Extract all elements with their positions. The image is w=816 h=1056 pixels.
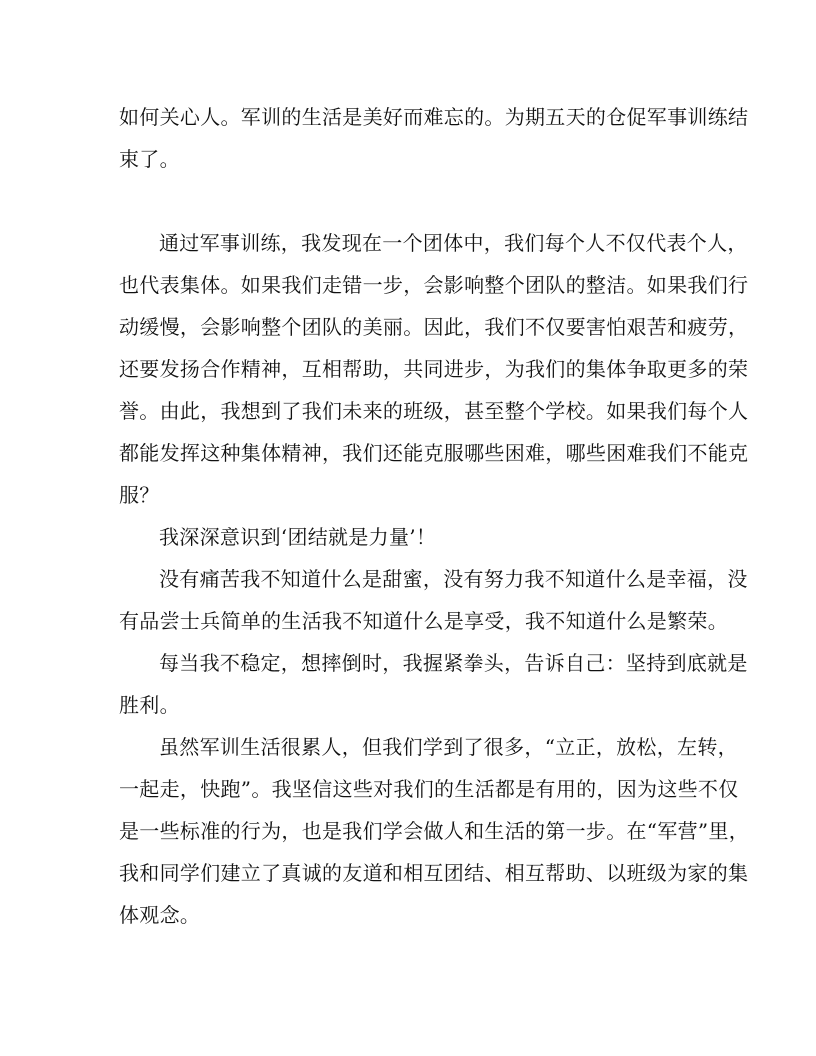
text-line-2: 束了。: [119, 147, 180, 171]
text-line-19: 体观念。: [119, 903, 201, 927]
text-line-7: 誉。由此，我想到了我们未来的班级，甚至整个学校。如果我们每个人: [119, 399, 749, 423]
text-line-16: 一起走，快跑”。我坚信这些对我们的生活都是有用的，因为这些不仅: [119, 777, 739, 801]
text-line-9: 服？: [119, 483, 160, 507]
text-line-6: 还要发扬合作精神，互相帮助，共同进步，为我们的集体争取更多的荣: [119, 357, 749, 381]
text-line-3: 通过军事训练，我发现在一个团体中，我们每个人不仅代表个人，: [159, 231, 748, 255]
text-line-17: 是一些标准的行为，也是我们学会做人和生活的第一步。在“军营”里，: [119, 819, 750, 843]
text-line-10: 我深深意识到‘团结就是力量’！: [159, 525, 437, 549]
text-line-1: 如何关心人。军训的生活是美好而难忘的。为期五天的仓促军事训练结: [119, 105, 749, 129]
text-line-12: 有品尝士兵简单的生活我不知道什么是享受，我不知道什么是繁荣。: [119, 609, 728, 633]
text-line-8: 都能发挥这种集体精神，我们还能克服哪些困难，哪些困难我们不能克: [119, 441, 749, 465]
text-line-5: 动缓慢，会影响整个团队的美丽。因此，我们不仅要害怕艰苦和疲劳，: [119, 315, 749, 339]
text-line-18: 我和同学们建立了真诚的友道和相互团结、相互帮助、以班级为家的集: [119, 861, 749, 885]
text-line-4: 也代表集体。如果我们走错一步，会影响整个团队的整洁。如果我们行: [119, 273, 749, 297]
text-line-15: 虽然军训生活很累人，但我们学到了很多，“立正，放松，左转，: [159, 735, 738, 759]
text-line-11: 没有痛苦我不知道什么是甜蜜，没有努力我不知道什么是幸福，没: [159, 567, 748, 591]
text-line-14: 胜利。: [119, 693, 180, 717]
text-line-13: 每当我不稳定，想摔倒时，我握紧拳头，告诉自己：坚持到底就是: [159, 651, 748, 675]
